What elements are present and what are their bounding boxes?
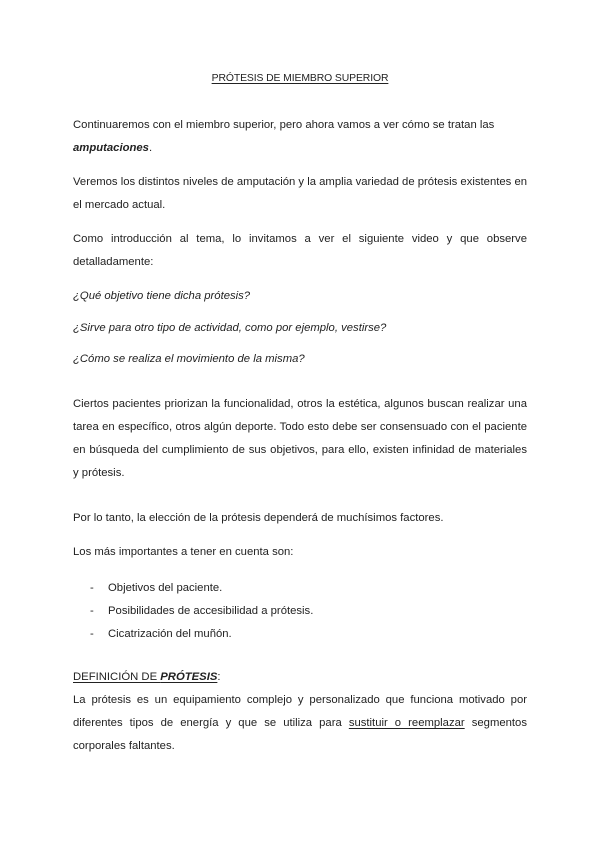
- definition-heading: [73, 666, 527, 689]
- choice-paragraph: Por lo tanto, la elección de la prótesis dependerá de muchísimos factores.: [73, 512, 444, 524]
- question-2: ¿Sirve para otro tipo de actividad, como por ejemplo, vestirse?: [73, 322, 387, 334]
- definition-paragraph: [73, 689, 527, 758]
- page-title: PRÓTESIS DE MIEMBRO SUPERIOR: [211, 73, 389, 84]
- list-marker: -: [90, 582, 94, 594]
- definition-text-after: segmentos corporales faltantes.: [73, 717, 527, 752]
- definition-heading-prefix: DEFINICIÓN DE: [73, 671, 161, 683]
- definition-heading-suffix: :: [217, 671, 221, 683]
- definition-underlined: sustituir o reemplazar: [348, 717, 465, 729]
- definition-heading-term: PRÓTESIS: [160, 671, 218, 683]
- list-item: [90, 577, 313, 600]
- video-invite-paragraph: Como introducción al tema, lo invitamos a ver el siguiente video y que observe detalladamente:: [73, 233, 527, 268]
- intro-end: .: [148, 142, 153, 154]
- list-marker: -: [90, 605, 94, 617]
- list-item: [90, 600, 313, 623]
- intro-emphasis: amputaciones: [73, 142, 149, 154]
- list-item: [90, 623, 313, 646]
- intro-text: Continuaremos con el miembro superior, pero ahora vamos a ver cómo se tratan las: [73, 119, 495, 131]
- patients-paragraph: Ciertos pacientes priorizan la funcionalidad, otros la estética, algunos buscan realizar una tarea en específico, otros algún deporte. Todo esto debe ser consensuado con el paciente en búsqueda del cumplimiento de sus objetivos, para ello, existen infinidad de materiales y prótesis.: [73, 398, 527, 479]
- factors-list: [90, 577, 313, 646]
- factors-intro: Los más importantes a tener en cuenta son:: [73, 546, 294, 558]
- question-1: ¿Qué objetivo tiene dicha prótesis?: [73, 290, 251, 302]
- definition-text-before: La prótesis es un equipamiento complejo y personalizado que funciona motivado por diferentes tipos de energía y que se utiliza para: [73, 694, 527, 729]
- list-marker: -: [90, 628, 94, 640]
- list-item-text: Cicatrización del muñón.: [108, 628, 232, 640]
- list-item-text: Posibilidades de accesibilidad a prótesis.: [108, 605, 314, 617]
- levels-paragraph: Veremos los distintos niveles de amputación y la amplia variedad de prótesis existentes en el mercado actual.: [73, 176, 528, 211]
- question-3: ¿Cómo se realiza el movimiento de la misma?: [73, 353, 305, 365]
- intro-paragraph: [73, 114, 527, 160]
- list-item-text: Objetivos del paciente.: [108, 582, 223, 594]
